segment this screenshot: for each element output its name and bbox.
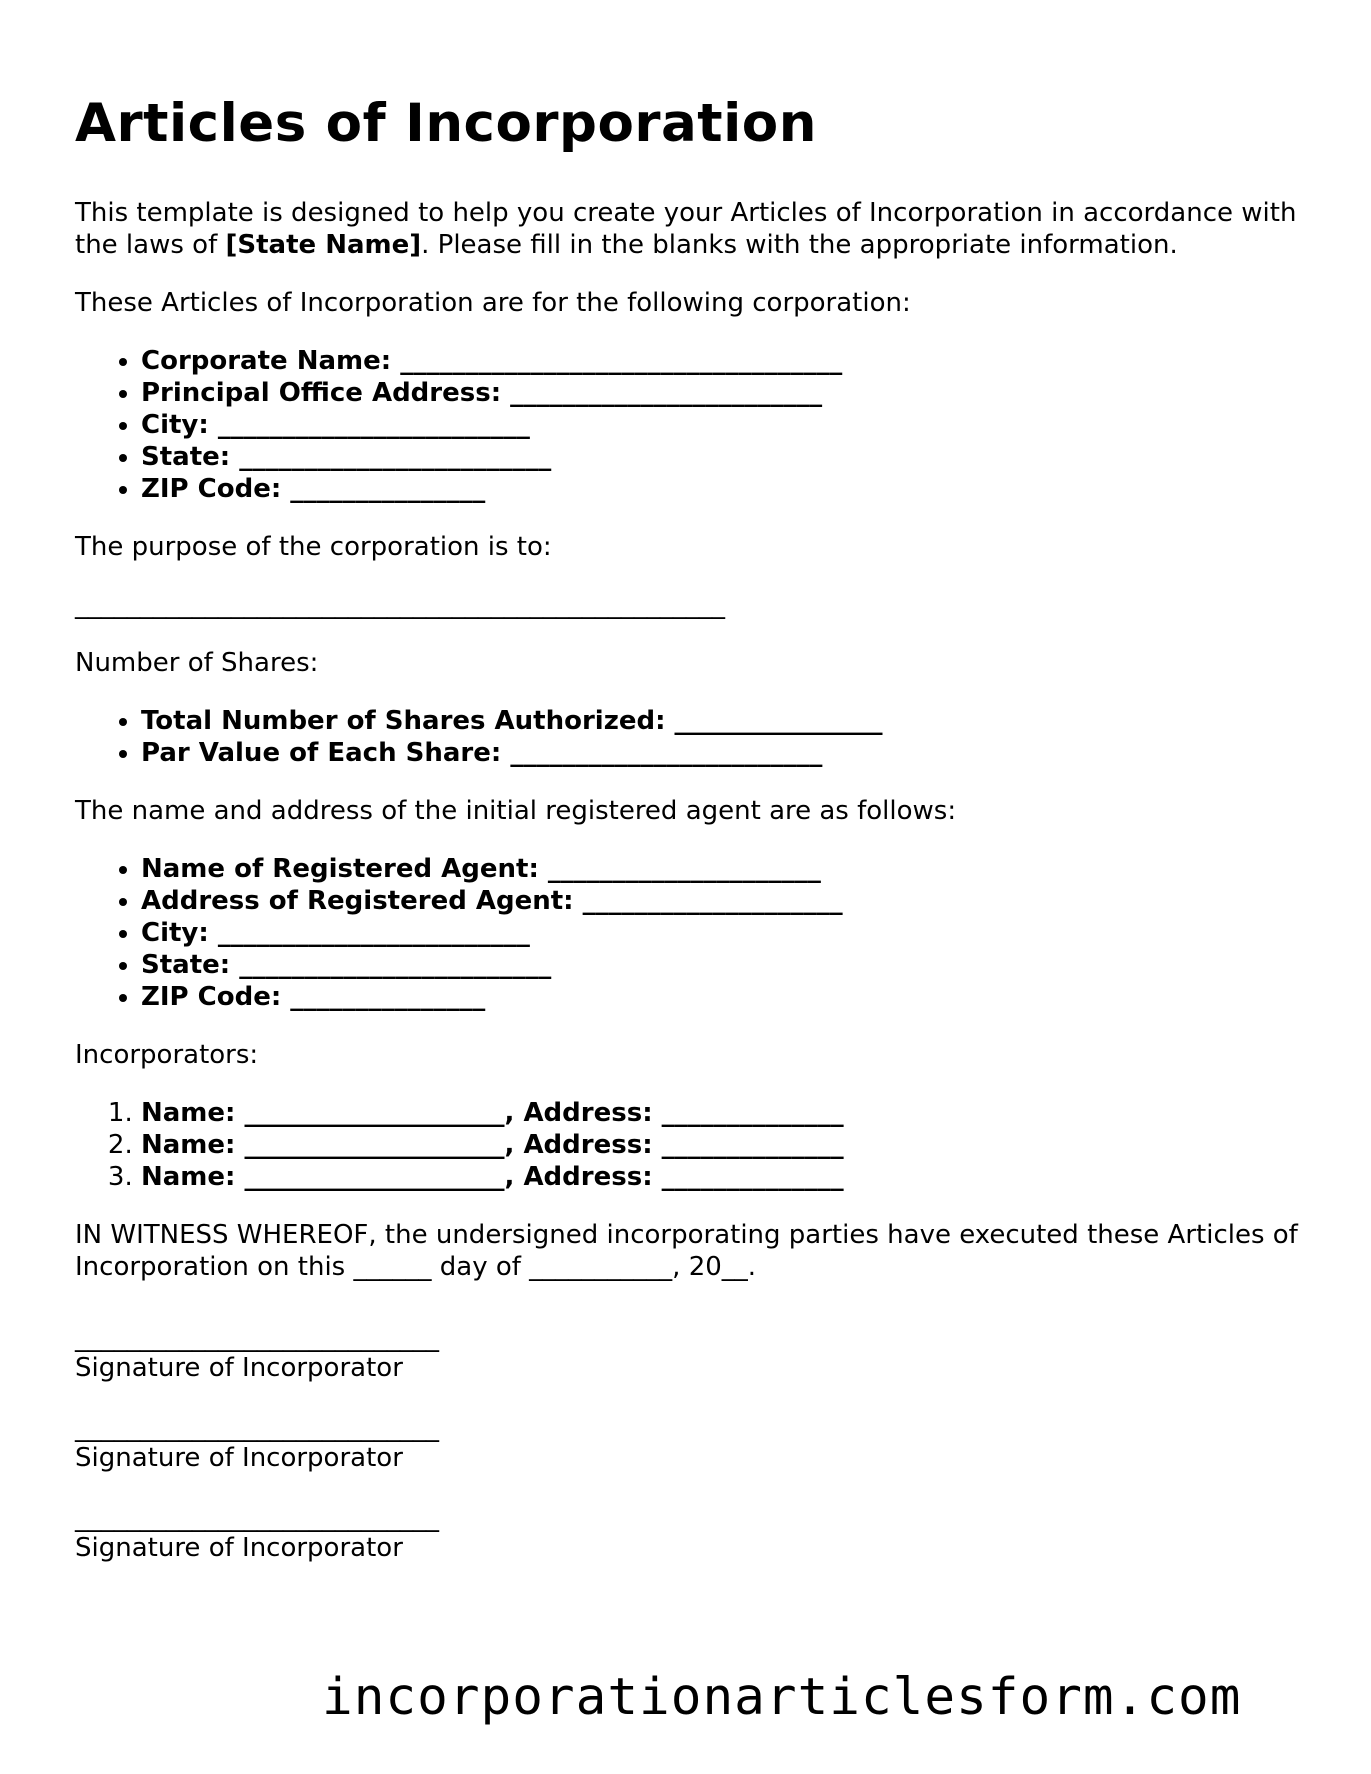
field-label: Par Value of Each Share: [141,738,502,769]
field-label: ZIP Code: [141,474,282,505]
incorporators-list [75,1097,1315,1193]
address-label: Address: [523,1098,653,1129]
field-label: ZIP Code: [141,982,282,1013]
list-item [141,949,1315,981]
field-label: Corporate Name: [141,346,392,377]
list-item [141,441,1315,473]
field-blank: ____________________ [573,886,843,917]
field-label: Principal Office Address: [141,378,502,409]
address-blank: ______________ [652,1098,844,1129]
signature-caption: Signature of Incorporator [75,1353,403,1384]
agent-intro: The name and address of the initial registered agent are as follows: [75,796,957,827]
incorporator-item [141,1161,1315,1193]
list-item [141,981,1315,1013]
purpose-blank: __________________________________________________ [75,590,725,621]
name-label: Name: [141,1130,236,1161]
document-title: Articles of Incorporation [75,93,817,154]
field-blank: _______________ [281,982,486,1013]
list-item [141,377,1315,409]
list-item [141,917,1315,949]
list-item [141,409,1315,441]
separator: , [504,1162,524,1193]
address-blank: ______________ [652,1162,844,1193]
name-label: Name: [141,1162,236,1193]
signature-line: ____________________________ [75,1503,439,1534]
incorporator-item [141,1097,1315,1129]
document-page [75,95,1315,1593]
corporation-fields-list [75,345,1315,505]
field-blank: ________________________ [208,410,530,441]
name-blank: ____________________ [235,1130,505,1161]
field-blank: _____________________ [538,854,821,885]
state-name-placeholder: [State Name] [225,230,422,261]
list-item [141,853,1315,885]
website-watermark: incorporationarticlesform.com [322,1668,1242,1727]
list-item [141,345,1315,377]
field-label: State: [141,950,231,981]
address-blank: ______________ [652,1130,844,1161]
corporation-intro: These Articles of Incorporation are for the following corporation: [75,288,911,319]
field-blank: __________________________________ [391,346,843,377]
intro-text-2: . Please fill in the blanks with the appropriate information. [421,230,1178,261]
list-item [141,705,1315,737]
field-label: Total Number of Shares Authorized: [141,706,666,737]
field-label: City: [141,410,209,441]
field-label: City: [141,918,209,949]
field-blank: ________________ [665,706,883,737]
separator: , [504,1130,524,1161]
address-label: Address: [523,1130,653,1161]
field-label: Address of Registered Agent: [141,886,574,917]
intro-paragraph [75,197,1315,261]
field-blank: _______________ [281,474,486,505]
field-blank: ________________________ [230,950,552,981]
separator: , [504,1098,524,1129]
field-blank: ________________________ [208,918,530,949]
field-blank: ________________________ [501,378,823,409]
name-label: Name: [141,1098,236,1129]
signature-caption: Signature of Incorporator [75,1533,403,1564]
list-item [141,885,1315,917]
name-blank: ____________________ [235,1098,505,1129]
signature-block [75,1413,1315,1473]
signature-line: ____________________________ [75,1323,439,1354]
intro-text-1: This template is designed to help you create your Articles of Incorporation in accordance with the laws of [75,198,1297,261]
signature-line: ____________________________ [75,1413,439,1444]
incorporators-intro: Incorporators: [75,1040,259,1071]
shares-fields-list [75,705,1315,769]
agent-fields-list [75,853,1315,1013]
field-label: Name of Registered Agent: [141,854,539,885]
address-label: Address: [523,1162,653,1193]
purpose-intro: The purpose of the corporation is to: [75,532,552,563]
signature-caption: Signature of Incorporator [75,1443,403,1474]
witness-paragraph: IN WITNESS WHEREOF, the undersigned incorporating parties have executed these Articles of Incorporation on this ______ day of ___________, 20__. [75,1220,1298,1283]
field-blank: ________________________ [501,738,823,769]
list-item [141,737,1315,769]
signature-block [75,1323,1315,1383]
shares-intro: Number of Shares: [75,648,319,679]
incorporator-item [141,1129,1315,1161]
field-label: State: [141,442,231,473]
field-blank: ________________________ [230,442,552,473]
name-blank: ____________________ [235,1162,505,1193]
list-item [141,473,1315,505]
signature-block [75,1503,1315,1563]
